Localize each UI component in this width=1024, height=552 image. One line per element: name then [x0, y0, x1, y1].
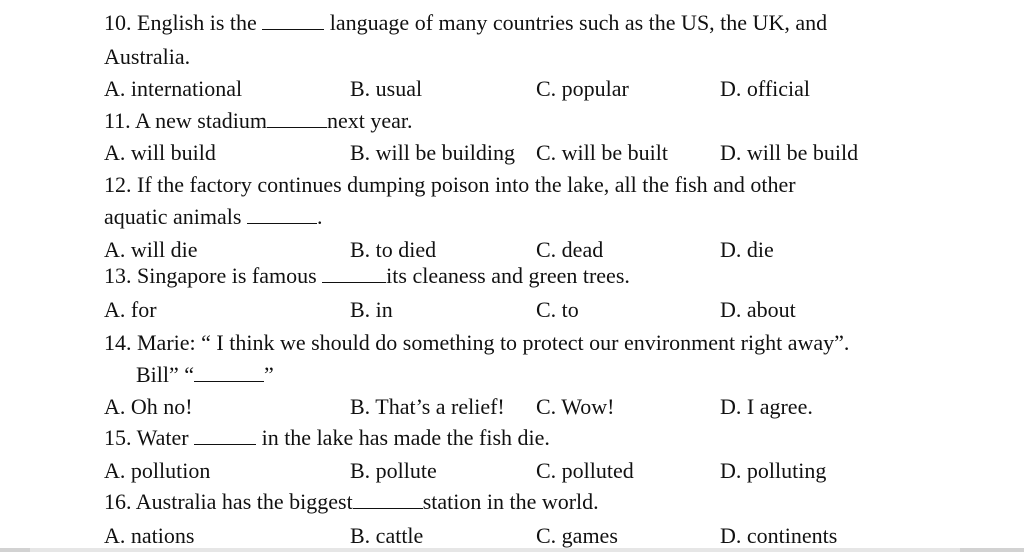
stem-text: Bill” “ — [136, 362, 195, 387]
question-13-option-a: A. for — [104, 297, 157, 322]
answer-blank — [262, 11, 324, 30]
stem-text: 11. A new stadium — [104, 108, 267, 133]
question-10-option-b: B. usual — [350, 76, 423, 101]
question-16-option-b: B. cattle — [350, 523, 424, 548]
question-14-option-b: B. That’s a relief! — [350, 394, 505, 419]
question-12-option-a: A. will die — [104, 237, 198, 262]
question-11-option-b: B. will be building — [350, 140, 515, 165]
question-10-option-a: A. international — [104, 76, 243, 101]
stem-text: station in the world. — [422, 489, 599, 514]
question-13-stem-line — [104, 263, 630, 289]
question-12-stem-line — [104, 172, 796, 198]
answer-blank — [194, 426, 256, 445]
question-14-option-d: D. I agree. — [720, 394, 813, 419]
question-15-option-b: B. pollute — [350, 458, 437, 483]
question-14-option-a: A. Oh no! — [104, 394, 193, 419]
question-12-stem-line — [104, 204, 322, 230]
stem-text: ” — [264, 362, 274, 387]
question-10-stem-line — [104, 10, 827, 36]
stem-text: next year. — [326, 108, 413, 133]
answer-blank — [194, 363, 264, 382]
stem-text: 12. If the factory continues dumping poison into the lake, all the fish and other — [104, 172, 796, 197]
question-16-stem-line — [104, 489, 599, 515]
question-15-option-d: D. polluting — [720, 458, 827, 483]
question-13-option-c: C. to — [536, 297, 579, 322]
question-15-option-c: C. polluted — [536, 458, 634, 483]
question-14-option-c: C. Wow! — [536, 394, 615, 419]
bottom-edge-bar — [0, 548, 1024, 552]
stem-text: Australia. — [104, 44, 191, 69]
question-14-stem-line — [136, 362, 274, 388]
stem-text: 16. Australia has the biggest — [104, 489, 353, 514]
stem-text: language of many countries such as the US, the UK, and — [324, 10, 828, 35]
answer-blank — [267, 109, 327, 128]
question-15-option-a: A. pollution — [104, 458, 211, 483]
question-12-option-b: B. to died — [350, 237, 437, 262]
question-11-stem-line — [104, 108, 413, 134]
answer-blank — [322, 264, 386, 283]
question-16-option-d: D. continents — [720, 523, 838, 548]
question-12-option-d: D. die — [720, 237, 774, 262]
cut-off-previous-line — [0, 0, 1024, 3]
question-10-stem-line — [104, 44, 190, 70]
stem-text: 15. Water — [104, 425, 195, 450]
answer-blank — [247, 205, 317, 224]
question-10-option-d: D. official — [720, 76, 811, 101]
question-13-option-d: D. about — [720, 297, 796, 322]
question-14-stem-line — [104, 330, 849, 356]
stem-text: aquatic animals — [104, 204, 247, 229]
question-10-option-c: C. popular — [536, 76, 629, 101]
question-16-option-c: C. games — [536, 523, 618, 548]
stem-text: 13. Singapore is famous — [104, 263, 323, 288]
stem-text: 14. Marie: “ I think we should do something to protect our environment right away”. — [104, 330, 850, 355]
stem-text: . — [316, 204, 323, 229]
question-13-option-b: B. in — [350, 297, 393, 322]
question-15-stem-line — [104, 425, 550, 451]
stem-text: 10. English is the — [104, 10, 263, 35]
answer-blank — [353, 490, 423, 509]
question-11-option-a: A. will build — [104, 140, 216, 165]
question-16-option-a: A. nations — [104, 523, 195, 548]
question-12-option-c: C. dead — [536, 237, 604, 262]
question-11-option-c: C. will be built — [536, 140, 668, 165]
question-11-option-d: D. will be build — [720, 140, 859, 165]
stem-text: its cleaness and green trees. — [386, 263, 630, 288]
stem-text: in the lake has made the fish die. — [256, 425, 550, 450]
